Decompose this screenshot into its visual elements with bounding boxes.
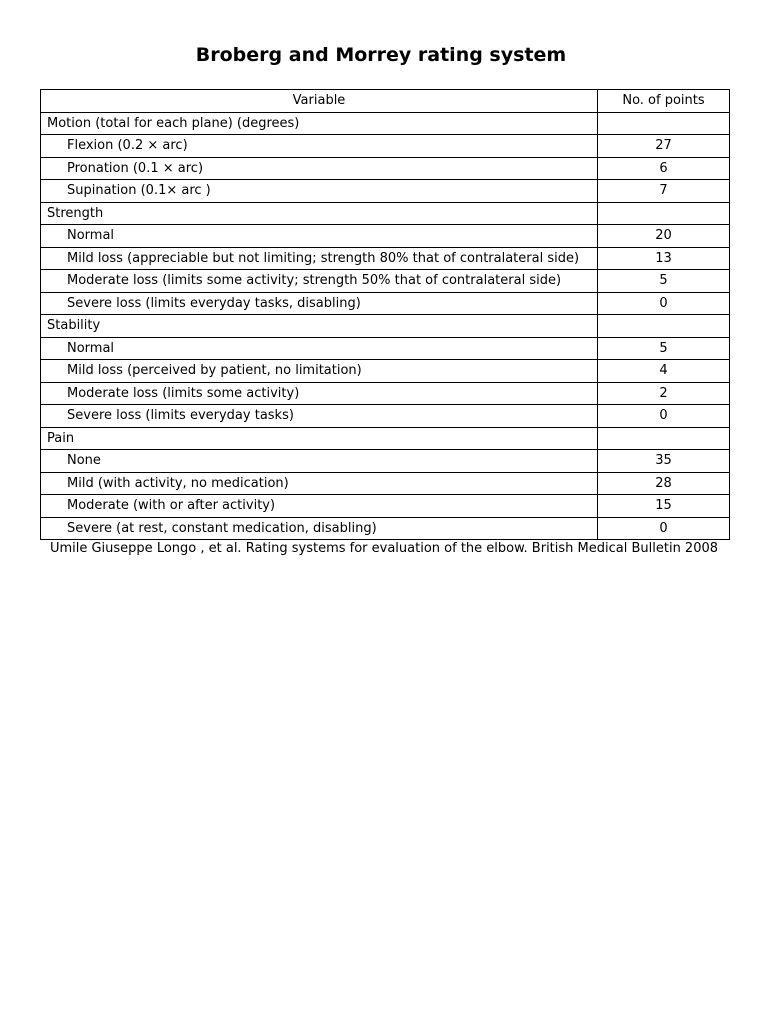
table-row [41, 135, 730, 158]
points-cell: 20 [598, 225, 730, 248]
points-column-header: No. of points [598, 90, 730, 113]
points-cell: 5 [598, 270, 730, 293]
page-title: Broberg and Morrey rating system [195, 44, 567, 66]
points-cell: 35 [598, 450, 730, 473]
points-cell: 2 [598, 382, 730, 405]
variable-cell: Mild loss (perceived by patient, no limitation) [41, 360, 598, 383]
variable-cell: Mild (with activity, no medication) [41, 472, 598, 495]
table-row [41, 337, 730, 360]
points-cell: 15 [598, 495, 730, 518]
table-row [41, 157, 730, 180]
variable-cell: Severe (at rest, constant medication, disabling) [41, 517, 598, 540]
table-header-row [41, 90, 730, 113]
table-row [41, 360, 730, 383]
table-row [41, 180, 730, 203]
table-row [41, 247, 730, 270]
table-row [41, 450, 730, 473]
table-section-row [41, 315, 730, 338]
variable-cell: Moderate loss (limits some activity; strength 50% that of contralateral side) [41, 270, 598, 293]
variable-cell: Mild loss (appreciable but not limiting; strength 80% that of contralateral side) [41, 247, 598, 270]
section-label: Stability [41, 315, 598, 338]
points-cell: 6 [598, 157, 730, 180]
points-cell: 28 [598, 472, 730, 495]
rating-table [40, 89, 730, 540]
table-row [41, 405, 730, 428]
citation: Umile Giuseppe Longo , et al. Rating systems for evaluation of the elbow. British Medical Bulletin 2008 [49, 541, 719, 556]
table-row [41, 270, 730, 293]
variable-cell: None [41, 450, 598, 473]
table-row [41, 225, 730, 248]
variable-cell: Severe loss (limits everyday tasks) [41, 405, 598, 428]
points-cell [598, 427, 730, 450]
table-row [41, 495, 730, 518]
points-cell: 4 [598, 360, 730, 383]
table-section-row [41, 427, 730, 450]
table-row [41, 517, 730, 540]
variable-cell: Supination (0.1× arc ) [41, 180, 598, 203]
points-cell: 13 [598, 247, 730, 270]
points-cell: 7 [598, 180, 730, 203]
section-label: Pain [41, 427, 598, 450]
variable-cell: Moderate (with or after activity) [41, 495, 598, 518]
points-cell: 27 [598, 135, 730, 158]
variable-cell: Normal [41, 337, 598, 360]
table-body [41, 112, 730, 540]
variable-cell: Normal [41, 225, 598, 248]
variable-cell: Severe loss (limits everyday tasks, disabling) [41, 292, 598, 315]
points-cell: 0 [598, 405, 730, 428]
variable-column-header: Variable [41, 90, 598, 113]
points-cell: 5 [598, 337, 730, 360]
section-label: Motion (total for each plane) (degrees) [41, 112, 598, 135]
table-row [41, 472, 730, 495]
table-row [41, 382, 730, 405]
table-row [41, 292, 730, 315]
points-cell: 0 [598, 517, 730, 540]
table-section-row [41, 112, 730, 135]
variable-cell: Flexion (0.2 × arc) [41, 135, 598, 158]
points-cell [598, 315, 730, 338]
points-cell: 0 [598, 292, 730, 315]
variable-cell: Moderate loss (limits some activity) [41, 382, 598, 405]
points-cell [598, 202, 730, 225]
variable-cell: Pronation (0.1 × arc) [41, 157, 598, 180]
points-cell [598, 112, 730, 135]
section-label: Strength [41, 202, 598, 225]
table-section-row [41, 202, 730, 225]
